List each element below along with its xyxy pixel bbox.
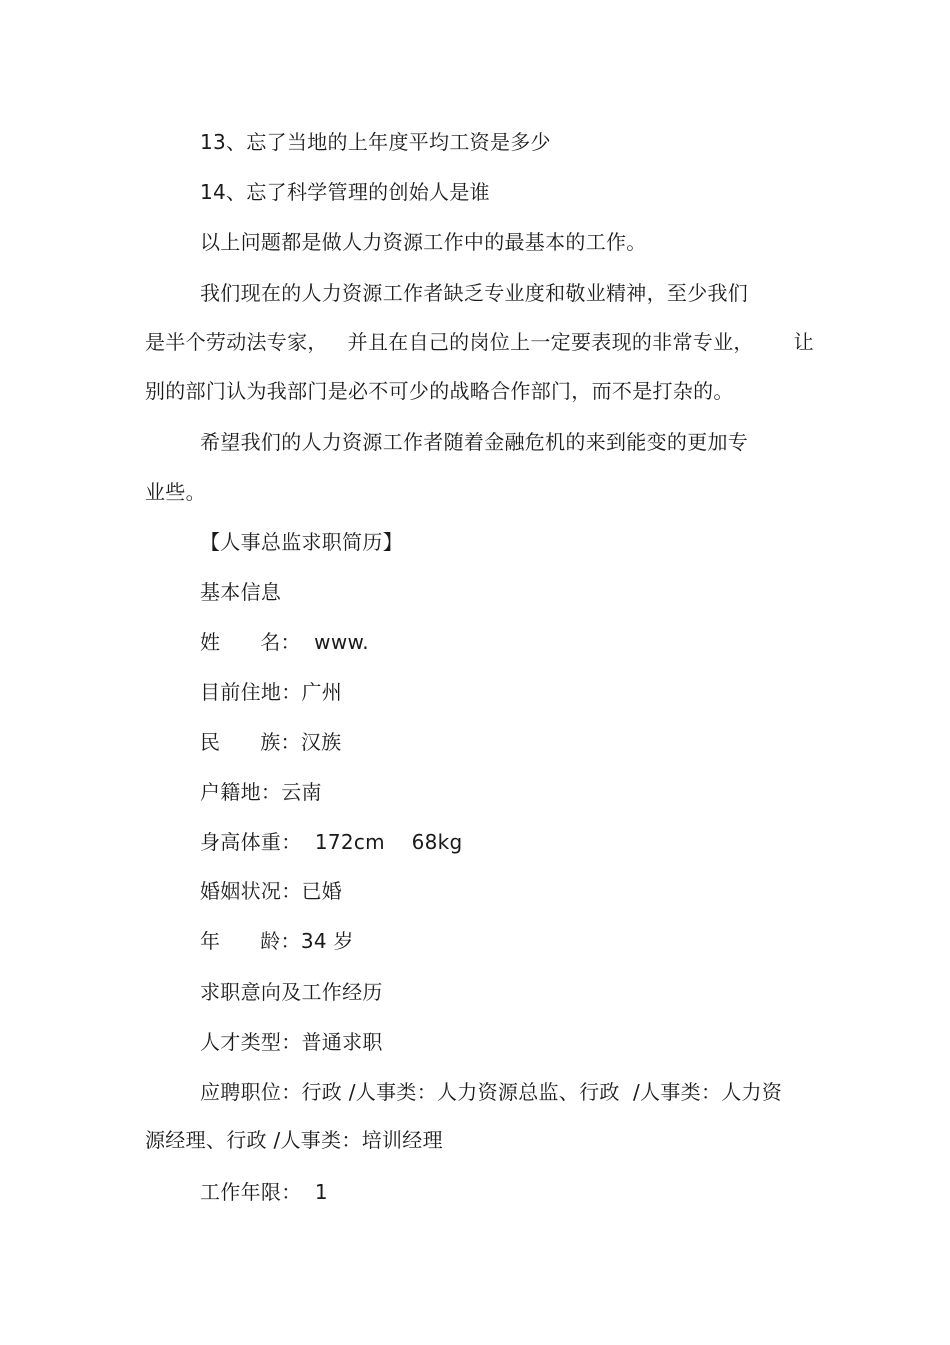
field-talent-type: 人才类型：普通求职 — [200, 1030, 383, 1054]
field-marital-status: 婚姻状况：已婚 — [200, 879, 343, 903]
subsection-heading: 求职意向及工作经历 — [200, 980, 383, 1004]
field-residence: 目前住地：广州 — [200, 680, 343, 704]
field-name: 姓 名： www. — [200, 630, 369, 654]
text-line: 我们现在的人力资源工作者缺乏专业度和敬业精神，至少我们 — [200, 281, 749, 305]
field-hometown: 户籍地：云南 — [200, 780, 322, 804]
field-position-cont: 源经理、行政 /人事类：培训经理 — [145, 1128, 443, 1152]
field-position: 应聘职位：行政 /人事类：人力资源总监、行政 /人事类：人力资 — [200, 1080, 783, 1104]
field-ethnicity: 民 族：汉族 — [200, 730, 342, 754]
field-years: 工作年限： 1 — [200, 1180, 328, 1204]
text-line: 别的部门认为我部门是必不可少的战略合作部门，而不是打杂的。 — [145, 379, 734, 403]
field-age: 年 龄：34 岁 — [200, 929, 354, 953]
section-heading: 【人事总监求职简历】 — [200, 530, 403, 554]
text-line: 是半个劳动法专家， 并且在自己的岗位上一定要表现的非常专业， 让 — [145, 330, 814, 354]
text-line: 以上问题都是做人力资源工作中的最基本的工作。 — [200, 230, 647, 254]
subsection-heading: 基本信息 — [200, 580, 282, 604]
text-line: 业些。 — [145, 480, 206, 504]
field-height-weight: 身高体重： 172cm 68kg — [200, 830, 463, 854]
text-line: 14、忘了科学管理的创始人是谁 — [200, 180, 490, 204]
text-line: 希望我们的人力资源工作者随着金融危机的来到能变的更加专 — [200, 430, 749, 454]
text-line: 13、忘了当地的上年度平均工资是多少 — [200, 130, 551, 154]
